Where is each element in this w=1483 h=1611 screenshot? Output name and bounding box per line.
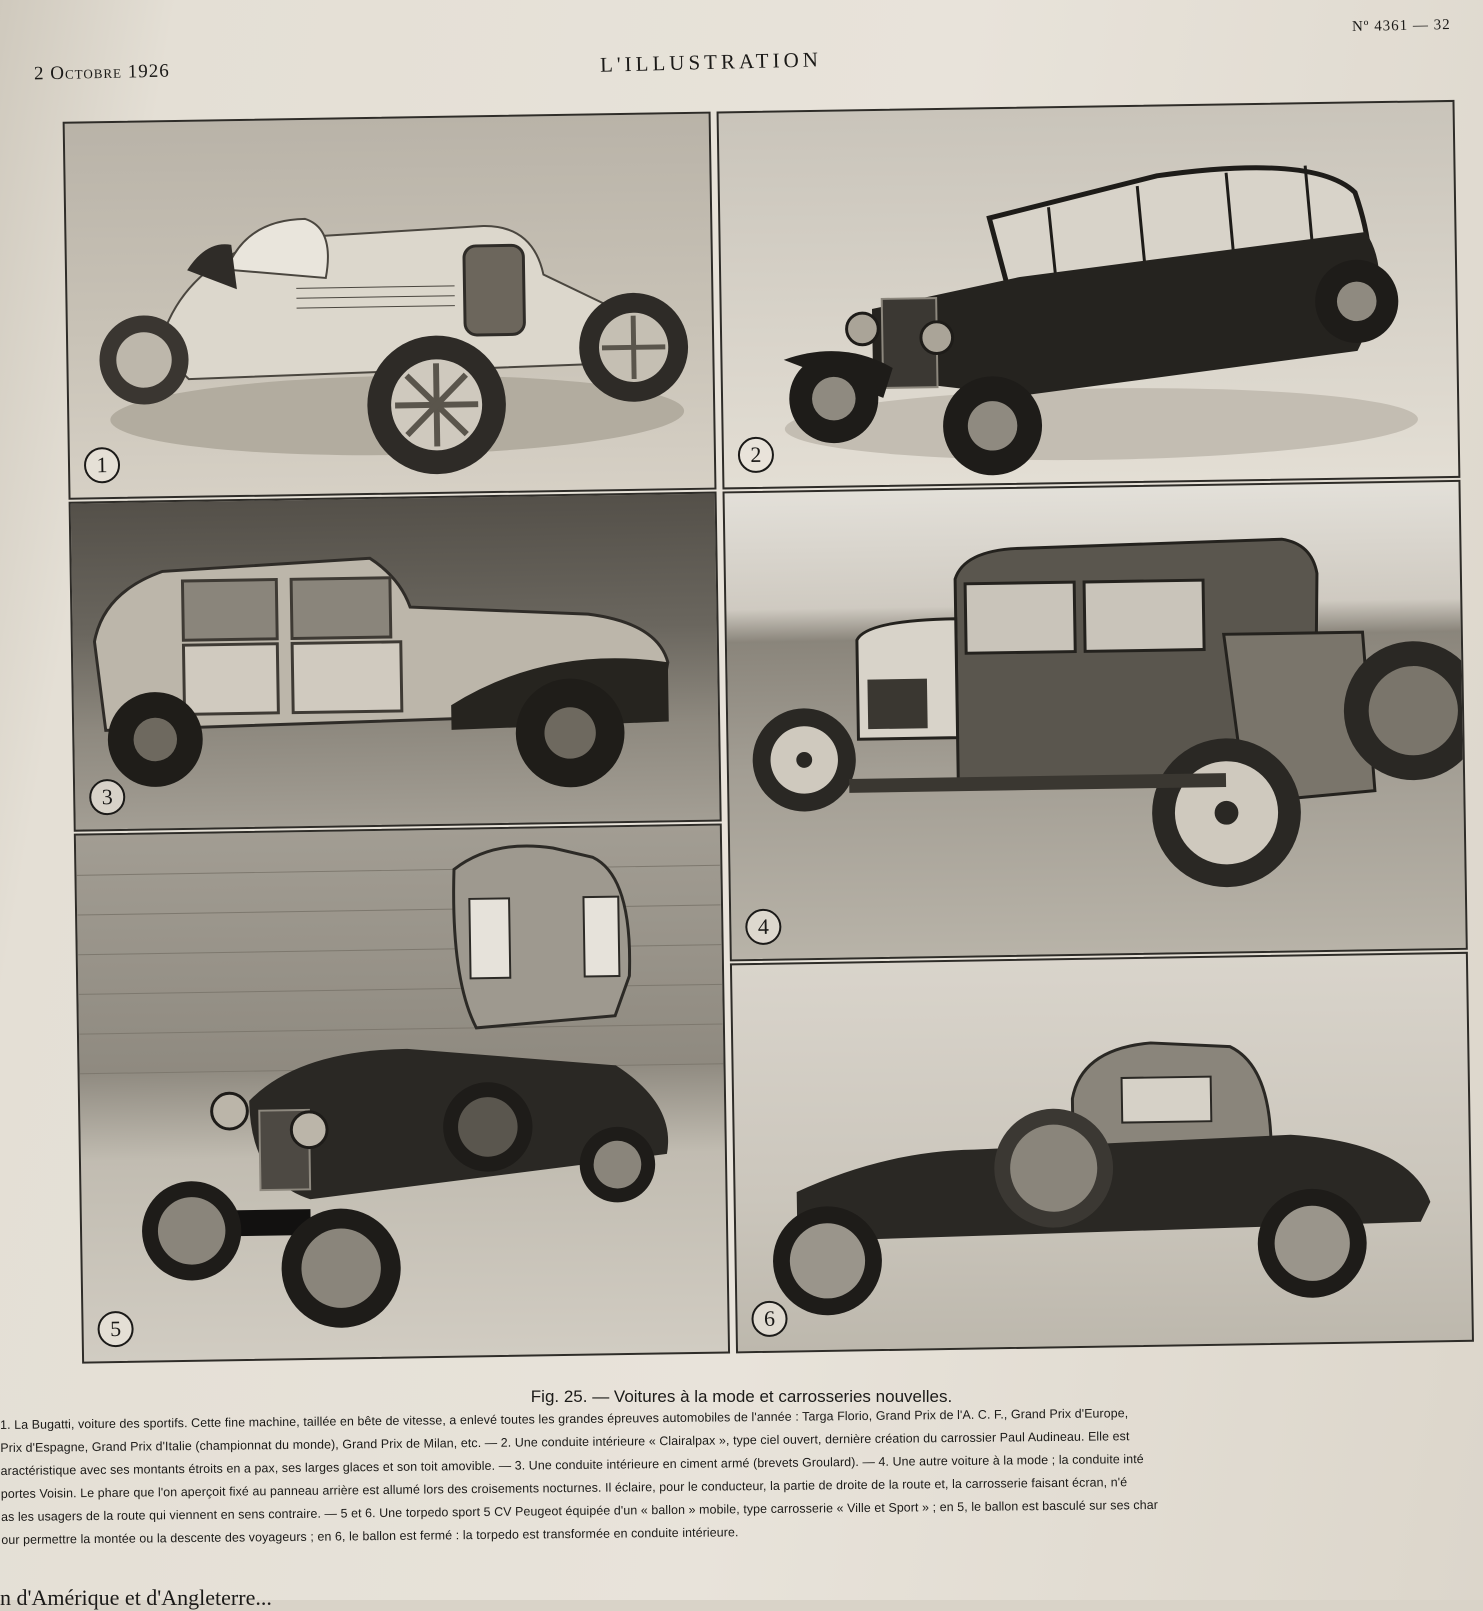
magazine-title: L'ILLUSTRATION: [599, 47, 823, 77]
photo-torpedo-closed: [730, 952, 1474, 1354]
caption-line: 1. La Bugatti, voiture des sportifs. Cette fine machine, taillée en bête de vitesse, a enlevé toutes les grandes épreuves automobiles de l'année : Targa Florio, Grand Prix de l'A. C. F., Grand Prix d'Europe,: [0, 1406, 1129, 1432]
photo-number-badge: 3: [89, 779, 126, 816]
clairalpax-car-illustration: [719, 102, 1459, 487]
photo-ciment: [69, 492, 722, 832]
caption-line: Prix d'Espagne, Grand Prix d'Italie (championnat du monde), Grand Prix de Milan, etc. — 2. Une conduite intérieure « Clairalpax », type ciel ouvert, dernière création du carrossier Paul Audineau. Elle est: [0, 1429, 1130, 1455]
caption-line: portes Voisin. Le phare que l'on aperçoit fixé au panneau arrière est allumé lors des croisements nocturnes. Il éclaire, pour le conducteur, la partie de droite de la route et, la carrosserie faisant écran, n'é: [0, 1475, 1128, 1501]
caption-line: aractéristique avec ses montants étroits en a pax, ses larges glaces et son toit amovible. — 3. Une conduite intérieure en ciment armé (brevets Groulard). — 4. Une autre voiture à la mode ; la conduite inté: [0, 1452, 1144, 1478]
photo-bugatti: [63, 112, 717, 500]
caption-line: our permettre la montée ou la descente des voyageurs ; en 6, le ballon est fermé : la torpedo est transformée en conduite intérieure.: [1, 1525, 739, 1547]
photo-number-badge: 4: [745, 909, 782, 946]
bugatti-car-illustration: [65, 114, 715, 498]
photo-plate: [48, 60, 1483, 1382]
issue-date: 2 Octobre 1926: [33, 60, 170, 85]
caption-line: as les usagers de la route qui viennent en sens contraire. — 5 et 6. Une torpedo sport 5 CV Peugeot équipée d'un « ballon » mobile, type carrosserie « Ville et Sport » ; en 5, le ballon est basculé sur ses char: [1, 1497, 1158, 1524]
photo-voiture-mode: [723, 480, 1468, 962]
figure-title: Fig. 25. — Voitures à la mode et carrosseries nouvelles.: [530, 1387, 953, 1406]
photo-torpedo-open: [74, 824, 730, 1364]
photo-number-badge: 1: [84, 447, 121, 484]
photo-number-badge: 6: [751, 1301, 788, 1338]
photo-number-badge: 2: [738, 437, 775, 474]
issue-number: Nº 4361 — 32: [1351, 16, 1451, 36]
photo-number-badge: 5: [97, 1311, 134, 1348]
next-article-text: n d'Amérique et d'Angleterre...: [0, 1585, 272, 1610]
photo-clairalpax: [717, 100, 1461, 490]
torpedo-closed-car-illustration: [732, 954, 1472, 1351]
voiture-mode-car-illustration: [725, 482, 1466, 959]
figure-caption: [0, 1399, 1476, 1552]
torpedo-open-car-illustration: [76, 826, 728, 1362]
ciment-car-illustration: [71, 494, 720, 830]
